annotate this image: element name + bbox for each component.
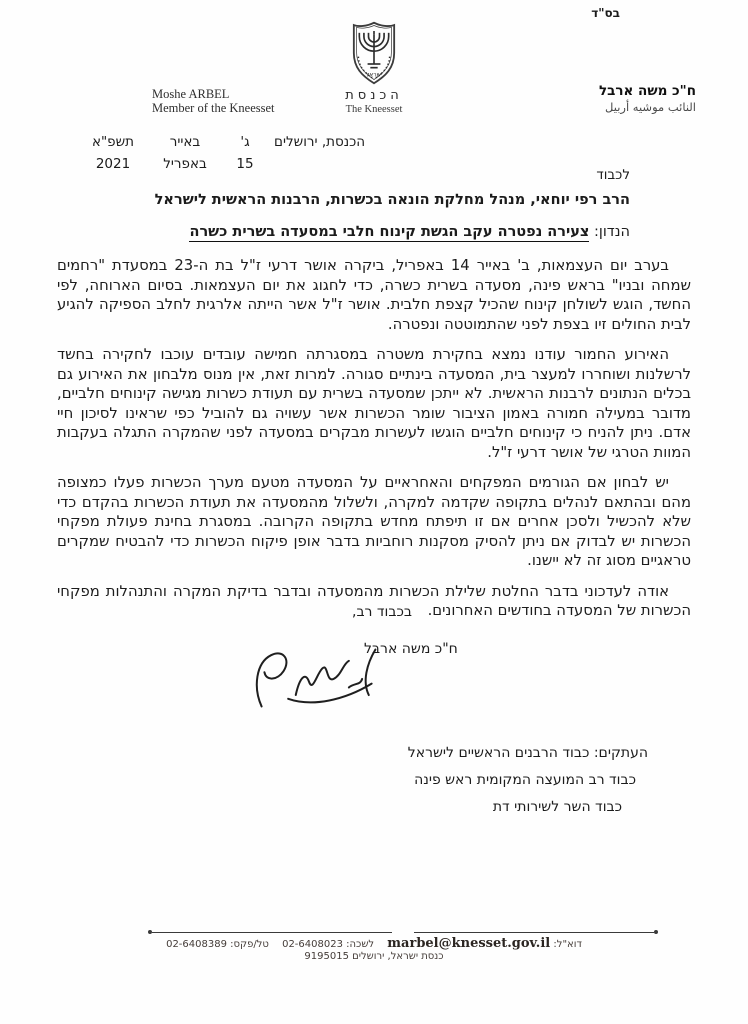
footer-fax-label: טל/פקס: xyxy=(230,939,269,950)
mk-title-english: Member of the Kneesset xyxy=(152,101,275,115)
menorah-icon xyxy=(359,31,388,68)
subject-label: הנדון: xyxy=(594,224,630,240)
emblem-hebrew-label: הכנסת xyxy=(345,88,403,103)
subject-line xyxy=(189,224,630,240)
hebrew-date-year: תשפ"א xyxy=(91,134,135,150)
cc-item: כבוד רב המועצה המקומית ראש פינה xyxy=(414,772,636,788)
cc-label: העתקים: xyxy=(593,745,648,761)
footer-fax-phone: 02-6408389 xyxy=(166,939,227,950)
cc-block xyxy=(408,745,648,826)
cc-item: כבוד השר לשירותי דת xyxy=(492,799,622,815)
recipient-line: הרב רפי יוחאי, מנהל מחלקת הונאה בכשרות, הרבנות הראשית לישראל xyxy=(154,192,630,208)
footer-contact-line xyxy=(0,936,748,951)
body-paragraph: יש לבחון אם הגורמים המפקחים והאחראיים על המסעדה מטעם מערך הכשרות פעלו כמצופה מהם ובהתאם לנהלים בתקופה שקדמה למקרה, ולשלול מהמסעדה את תעודת הכשרות בהקדם כדי שלא להכשיל ולסכן אחרים אם זו תיפתח מחדש בתקופה הקרובה. במסגרת בחינת פעולת מפקחי הכשרות יש לבדוק אם ניתן להסיק מסקנות רוחביות בדבר אופן פיקוח הכשרות כדי להבטיח שמקרים טראגיים מסוג זה לא יישנו. xyxy=(57,474,691,569)
emblem-israel-label: ישראל xyxy=(365,71,383,79)
bsd-label: בס"ד xyxy=(591,6,620,20)
mk-name-english: Moshe ARBEL xyxy=(152,87,230,101)
cc-line xyxy=(408,745,648,761)
footer-office-phone: 02-6408023 xyxy=(282,939,343,950)
gregorian-date-year: 2021 xyxy=(95,156,131,172)
signer-name: ח"כ משה ארבל xyxy=(364,641,458,657)
footer-email-label: דוא"ל: xyxy=(553,939,582,950)
cc-item: כבוד הרבנים הראשיים לישראל xyxy=(407,745,590,761)
gregorian-date-day: 15 xyxy=(236,156,254,172)
footer-rule xyxy=(148,930,658,934)
recipient-block xyxy=(155,167,630,208)
footer-office-label: לשכה: xyxy=(346,939,375,950)
dateline-place: הכנסת, ירושלים xyxy=(274,134,366,150)
mk-name-arabic: النائب موشيه أربيل xyxy=(605,100,696,114)
mk-name-hebrew: ח"כ משה ארבל xyxy=(599,83,696,99)
subject-text: צעירה נפטרה עקב הגשת קינוח חלבי במסעדה בשרית כשרה xyxy=(189,224,590,240)
body-paragraph: בערב יום העצמאות, ב' באייר 14 באפריל, ביקרה אושר דרעי ז"ל בת ה-23 במסעדת "רחמים שמחה ובניו" בראש פינה, מסעדה בשרית כשרה, כדי לחגוג את יום העצמאות. בסיום הארוחה, לפי החשד, הוגש לשולחן קינוח שהכיל קצפת חלבית. אושר ז"ל אשר הייתה אלרגית לחלב הספיקה להגיע לבית החולים זיו בצפת לפני שהתמוטטה ונפטרה. xyxy=(57,257,691,333)
knesset-emblem-icon xyxy=(346,20,402,86)
footer-address: כנסת ישראל, ירושלים 9195015 xyxy=(304,951,444,962)
letterhead-left xyxy=(152,87,275,115)
footer-email: marbel@knesset.gov.il xyxy=(387,936,551,951)
body-paragraph: אודה לעדכוני בדבר החלטת שלילת הכשרות מהמסעדה ובדבר בדיקת המקרה והתנהלות מפקחי הכשרות של המסעדה בחודשים האחרונים. xyxy=(57,582,691,619)
gregorian-date-month: באפריל xyxy=(163,156,207,172)
hebrew-date-month: באייר xyxy=(169,134,201,150)
hebrew-date-day: ג' xyxy=(240,134,250,150)
letter-body xyxy=(57,256,691,632)
emblem-english-label: The Kneesset xyxy=(345,104,403,115)
letterhead-right xyxy=(599,83,696,114)
recipient-salutation: לכבוד xyxy=(596,167,630,183)
closing-regards: בכבוד רב, xyxy=(352,604,412,620)
body-paragraph: האירוע החמור עודנו נמצא בחקירת משטרה במסגרתה חמישה עובדים עוכבו לחקירה בחשד לרשלנות ושוחררו למעצר בית, המסעדה בינתיים סגורה. למרות זאת, אין מנוס מלבחון את האירוע גם בכלים הנתונים לרבנות הראשית. לא ייתכן שמסעדה בשרית עם תעודת כשרות מגישה קינוחים חלביים, מדובר במעילה חמורה באמון הציבור שומר הכשרות אשר עשויה גם להוביל כפי שראינו לסיכון חיי אדם. ניתן להניח כי קינוחים חלביים הוגשו לעשרות מבקרים במסעדה לפני שהמקרה התגלה בעקבות המוות הטרגי של אושר דרעי ז"ל. xyxy=(57,346,691,461)
